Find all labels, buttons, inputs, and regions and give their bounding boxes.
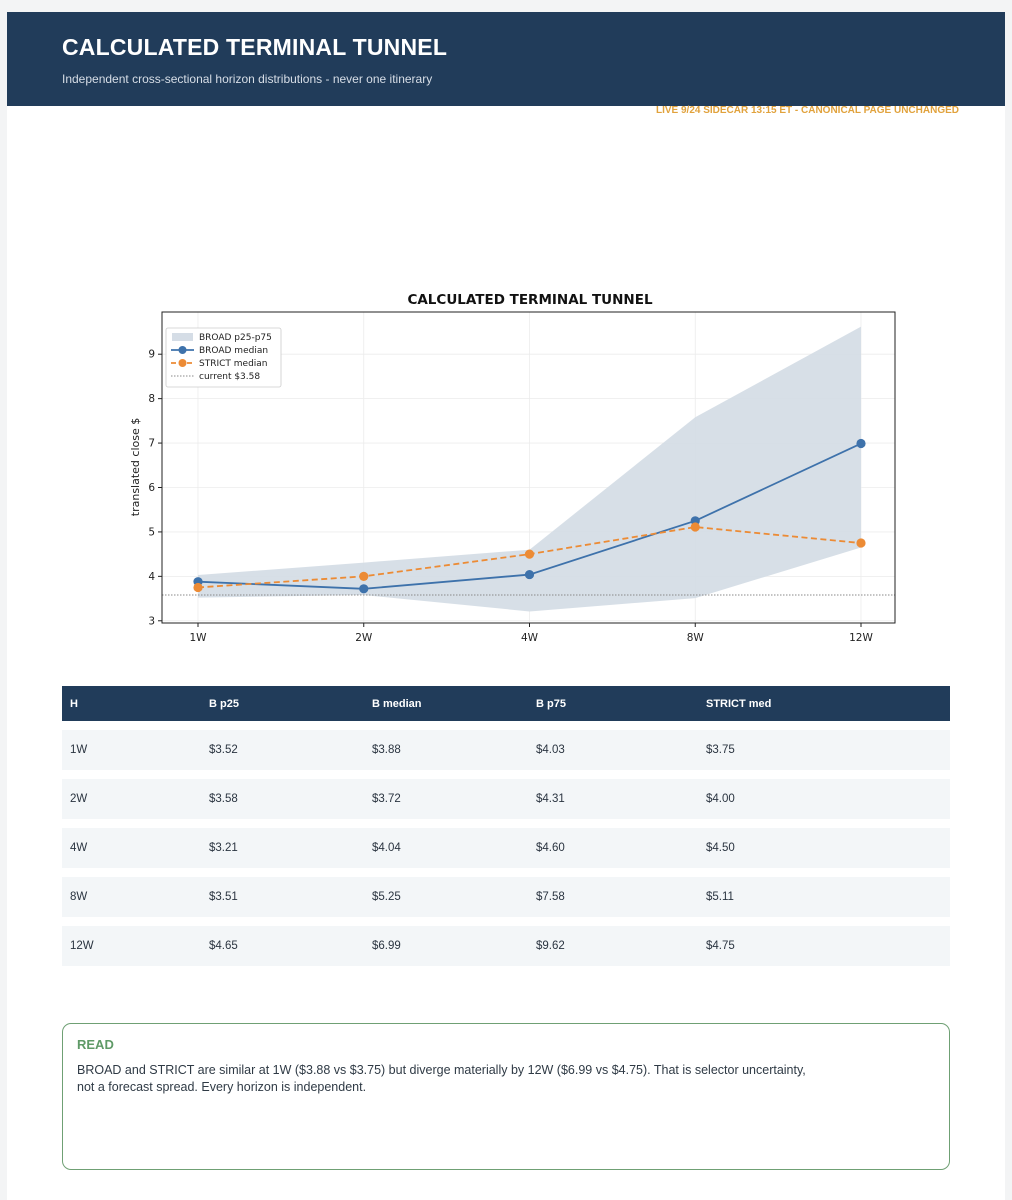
table-cell: $5.11 — [698, 877, 950, 917]
table-row — [62, 730, 950, 770]
table-cell: $4.04 — [364, 828, 528, 868]
table-row — [62, 877, 950, 917]
y-tick-label: 5 — [148, 526, 155, 539]
table-row — [62, 779, 950, 819]
legend-marker-strict — [179, 359, 187, 367]
table-cell: $7.58 — [528, 877, 698, 917]
table-cell: $4.00 — [698, 779, 950, 819]
x-tick-label: 1W — [189, 632, 207, 644]
x-tick-label: 12W — [849, 632, 873, 644]
table-cell: $3.52 — [201, 730, 364, 770]
legend-label-strict: STRICT median — [199, 359, 268, 369]
data-point — [525, 570, 534, 579]
table-cell: 2W — [62, 779, 201, 819]
table-row — [62, 926, 950, 966]
table-header-row — [62, 686, 950, 721]
table-cell: $3.58 — [201, 779, 364, 819]
data-point — [525, 550, 534, 559]
read-callout — [62, 1023, 950, 1170]
y-tick-label: 9 — [148, 348, 155, 361]
table-cell: 1W — [62, 730, 201, 770]
horizon-table — [62, 677, 950, 975]
data-point — [359, 572, 368, 581]
data-point — [691, 522, 700, 531]
table-cell: $4.65 — [201, 926, 364, 966]
y-tick-label: 7 — [148, 437, 155, 450]
table-cell: $5.25 — [364, 877, 528, 917]
table-cell: $4.03 — [528, 730, 698, 770]
column-header-b-p75: B p75 — [528, 686, 698, 721]
legend-label-broad: BROAD median — [199, 346, 269, 356]
legend-label-band: BROAD p25-p75 — [199, 333, 272, 343]
report-page — [7, 12, 1005, 1200]
table-cell: 4W — [62, 828, 201, 868]
column-header-b-p25: B p25 — [201, 686, 364, 721]
table-cell: $4.60 — [528, 828, 698, 868]
x-tick-label: 8W — [686, 632, 704, 644]
page-subtitle: Independent cross-sectional horizon distributions - never one itinerary — [62, 72, 433, 86]
table-cell: $9.62 — [528, 926, 698, 966]
page-title: CALCULATED TERMINAL TUNNEL — [62, 34, 448, 60]
table-cell: 8W — [62, 877, 201, 917]
table-cell: $4.50 — [698, 828, 950, 868]
table-cell: $3.88 — [364, 730, 528, 770]
legend-label-current: current $3.58 — [199, 372, 261, 382]
data-point — [193, 583, 202, 592]
column-header-b-median: B median — [364, 686, 528, 721]
page-header — [7, 12, 1005, 106]
read-body: BROAD and STRICT are similar at 1W ($3.88 vs $3.75) but diverge materially by 12W ($6.99 vs $4.75). That is selector uncertainty, not a forecast spread. Every horizon is independent. — [77, 1063, 806, 1094]
column-header-h: H — [62, 686, 201, 721]
chart-title: CALCULATED TERMINAL TUNNEL — [407, 292, 653, 308]
y-tick-label: 6 — [148, 481, 155, 494]
table-cell: $6.99 — [364, 926, 528, 966]
legend-swatch-band — [172, 333, 193, 341]
table-cell: $4.31 — [528, 779, 698, 819]
y-tick-label: 3 — [148, 615, 155, 628]
read-title: READ — [77, 1037, 114, 1052]
data-point — [856, 439, 865, 448]
chart-legend — [166, 328, 281, 387]
x-tick-label: 4W — [520, 632, 539, 644]
y-tick-label: 4 — [148, 570, 155, 583]
y-tick-label: 8 — [148, 393, 155, 406]
legend-marker-broad — [179, 346, 187, 354]
table-cell: $3.21 — [201, 828, 364, 868]
table-cell: 12W — [62, 926, 201, 966]
data-point — [856, 538, 865, 547]
table-cell: $4.75 — [698, 926, 950, 966]
tunnel-chart — [107, 287, 907, 652]
table-cell: $3.51 — [201, 877, 364, 917]
table-cell: $3.72 — [364, 779, 528, 819]
live-status-note: LIVE 9/24 SIDECAR 13:15 ET - CANONICAL PAGE UNCHANGED — [655, 105, 959, 116]
y-axis-label: translated close $ — [129, 417, 142, 517]
column-header-strict-med: STRICT med — [698, 686, 950, 721]
x-tick-label: 2W — [355, 632, 373, 644]
data-point — [359, 584, 368, 593]
table-cell: $3.75 — [698, 730, 950, 770]
table-row — [62, 828, 950, 868]
